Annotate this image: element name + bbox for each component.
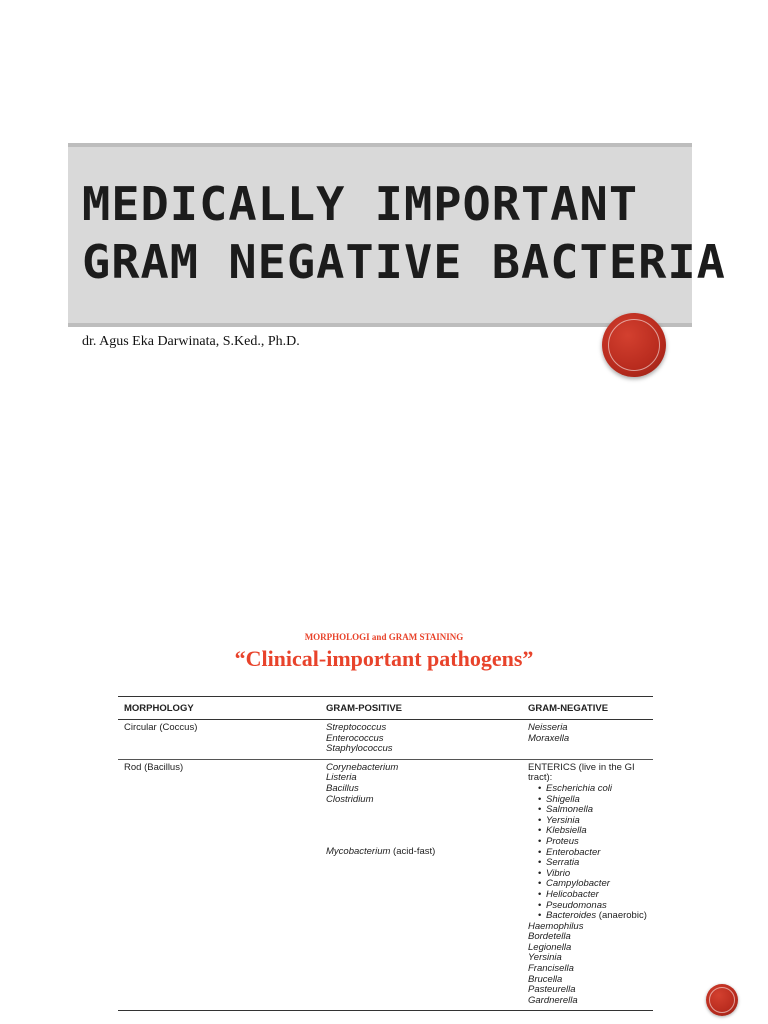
organism-name: Streptococcus — [326, 722, 387, 733]
organism-name: Bacillus — [326, 782, 359, 794]
slide-title-line2: GRAM NEGATIVE BACTERIA — [82, 235, 726, 289]
author-name: dr. Agus Eka Darwinata, S.Ked., Ph.D. — [82, 334, 300, 349]
cell-gram-positive — [320, 759, 522, 1011]
title-band — [68, 143, 726, 327]
organism-name: Bordetella — [528, 931, 571, 943]
organism-name: Francisella — [528, 963, 574, 975]
organism-name: Legionella — [528, 941, 572, 953]
slide-divider — [0, 600, 768, 612]
list-item: • Vibrio — [538, 869, 647, 880]
organism-name: Pasteurella — [528, 984, 576, 996]
list-item: • Proteus — [538, 837, 647, 848]
table-header-row — [118, 697, 653, 720]
slide-title-line1: MEDICALLY IMPORTANT — [82, 177, 639, 231]
gram-staining-table — [118, 696, 653, 1011]
list-item: • Enterobacter — [538, 848, 647, 859]
organism-name: Gardnerella — [528, 994, 578, 1006]
list-item — [538, 911, 647, 922]
list-item: • Helicobacter — [538, 890, 647, 901]
list-item: • Escherichia coli — [538, 784, 647, 795]
organism-name: Corynebacterium — [326, 761, 399, 773]
list-item: • Salmonella — [538, 805, 647, 816]
organism-note: (anaerobic) — [596, 910, 647, 922]
list-item: • Pseudomonas — [538, 901, 647, 912]
list-item: • Campylobacter — [538, 879, 647, 890]
cell-gram-negative — [522, 759, 653, 1011]
organism-name: Mycobacterium — [326, 846, 391, 858]
cell-gram-negative — [522, 720, 653, 760]
slide-title — [82, 175, 726, 291]
organism-note: (acid-fast) — [390, 846, 436, 858]
list-item: • Shigella — [538, 795, 647, 806]
enterics-label: ENTERICS (live in the GI tract): — [528, 761, 635, 784]
slide2-title: “Clinical-important pathogens” — [234, 646, 534, 671]
cell-gram-positive — [320, 720, 522, 760]
organism-name: Yersinia — [528, 952, 562, 964]
organism-name: Listeria — [326, 772, 357, 784]
organism-name: Brucella — [528, 973, 563, 985]
enterics-list — [528, 784, 647, 922]
spacer — [326, 805, 516, 847]
organism-name: Staphylococcus — [326, 743, 393, 755]
organism-name: Clostridium — [326, 793, 374, 805]
organism-name: Neisseria — [528, 722, 568, 733]
title-band-stripe-top — [68, 143, 692, 147]
organism-with-note — [326, 847, 516, 858]
organism-name: Moraxella — [528, 732, 570, 744]
header-gram-positive: GRAM-POSITIVE — [320, 697, 522, 720]
header-gram-negative: GRAM-NEGATIVE — [522, 697, 653, 720]
table-row — [118, 759, 653, 1011]
organism-name: Enterococcus — [326, 732, 384, 744]
list-item: • Yersinia — [538, 816, 647, 827]
list-item: • Serratia — [538, 858, 647, 869]
cell-morphology: Rod (Bacillus) — [118, 759, 320, 1011]
list-item: • Klebsiella — [538, 826, 647, 837]
slide2-subtitle: MORPHOLOGI and GRAM STAINING — [304, 632, 464, 642]
organism-name: Haemophilus — [528, 920, 584, 932]
decorative-red-circle — [602, 313, 666, 377]
organism-name: Bacteroides — [546, 910, 597, 922]
decorative-red-circle-small — [706, 984, 738, 1016]
cell-morphology: Circular (Coccus) — [118, 720, 320, 760]
table-row — [118, 720, 653, 760]
header-morphology: MORPHOLOGY — [118, 697, 320, 720]
title-band-stripe-bottom — [68, 323, 692, 327]
